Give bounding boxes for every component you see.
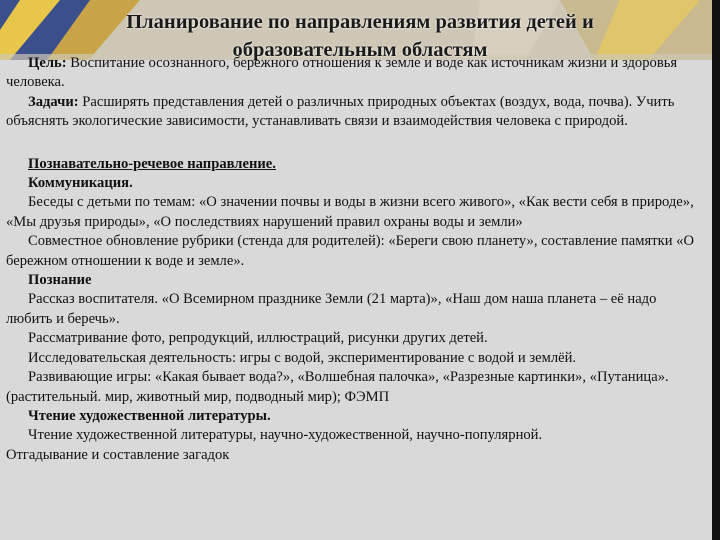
goal-text: Воспитание осознанного, бережного отношения к земле и воде как источникам жизни и здоровья человека. bbox=[6, 55, 678, 91]
goal-paragraph bbox=[6, 54, 696, 93]
title-line-2: образовательным областям bbox=[232, 39, 488, 61]
cognition-paragraph-1: Рассказ воспитателя. «О Всемирном празднике Земли (21 марта)», «Наш дом наша планета – её надо любить и беречь». bbox=[6, 291, 657, 327]
cognition-paragraph-2: Рассматривание фото, репродукций, иллюстраций, рисунки других детей. bbox=[28, 330, 488, 347]
slide-body bbox=[6, 54, 696, 465]
reading-paragraph-1: Чтение художественной литературы, научно-художественной, научно-популярной. bbox=[28, 427, 543, 444]
communication-paragraph-1: Беседы с детьми по темам: «О значении почвы и воды в жизни всего живого», «Как вести себя в природе», «Мы друзья природы», «О последствиях нарушений правил охраны воды и земли» bbox=[6, 194, 694, 230]
cognition-paragraph-3: Исследовательская деятельность: игры с водой, экспериментирование с водой и землёй. bbox=[28, 349, 577, 366]
title-line-1: Планирование по направлениям развития детей и bbox=[126, 11, 594, 33]
cognition-heading bbox=[6, 271, 696, 290]
communication-heading-text: Коммуникация. bbox=[28, 175, 133, 192]
communication-heading bbox=[6, 174, 696, 193]
reading-heading-text: Чтение художественной литературы. bbox=[28, 407, 271, 424]
tasks-paragraph bbox=[6, 93, 696, 132]
reading-heading bbox=[6, 407, 696, 426]
communication-paragraph-2: Совместное обновление рубрики (стенда для родителей): «Береги свою планету», составление памятки «О бережном отношении к воде и земле». bbox=[6, 233, 694, 269]
goal-label: Цель: bbox=[28, 55, 67, 71]
cognition-paragraph-4: Развивающие игры: «Какая бывает вода?», «Волшебная палочка», «Разрезные картинки», «Путаница». (растительный. мир, животный мир, подводный мир); ФЭМП bbox=[6, 369, 669, 405]
reading-paragraph-2: Отгадывание и составление загадок bbox=[6, 446, 230, 463]
tasks-label: Задачи: bbox=[28, 93, 79, 110]
cognition-heading-text: Познание bbox=[28, 272, 92, 289]
direction-heading-text: Познавательно-речевое направление. bbox=[28, 155, 276, 172]
tasks-text: Расширять представления детей о различных природных объектах (воздух, вода, почва). Учить объяснять экологические зависимости, устанавливать связи и взаимодействия человека с природой. bbox=[6, 93, 675, 130]
direction-heading bbox=[6, 155, 696, 174]
